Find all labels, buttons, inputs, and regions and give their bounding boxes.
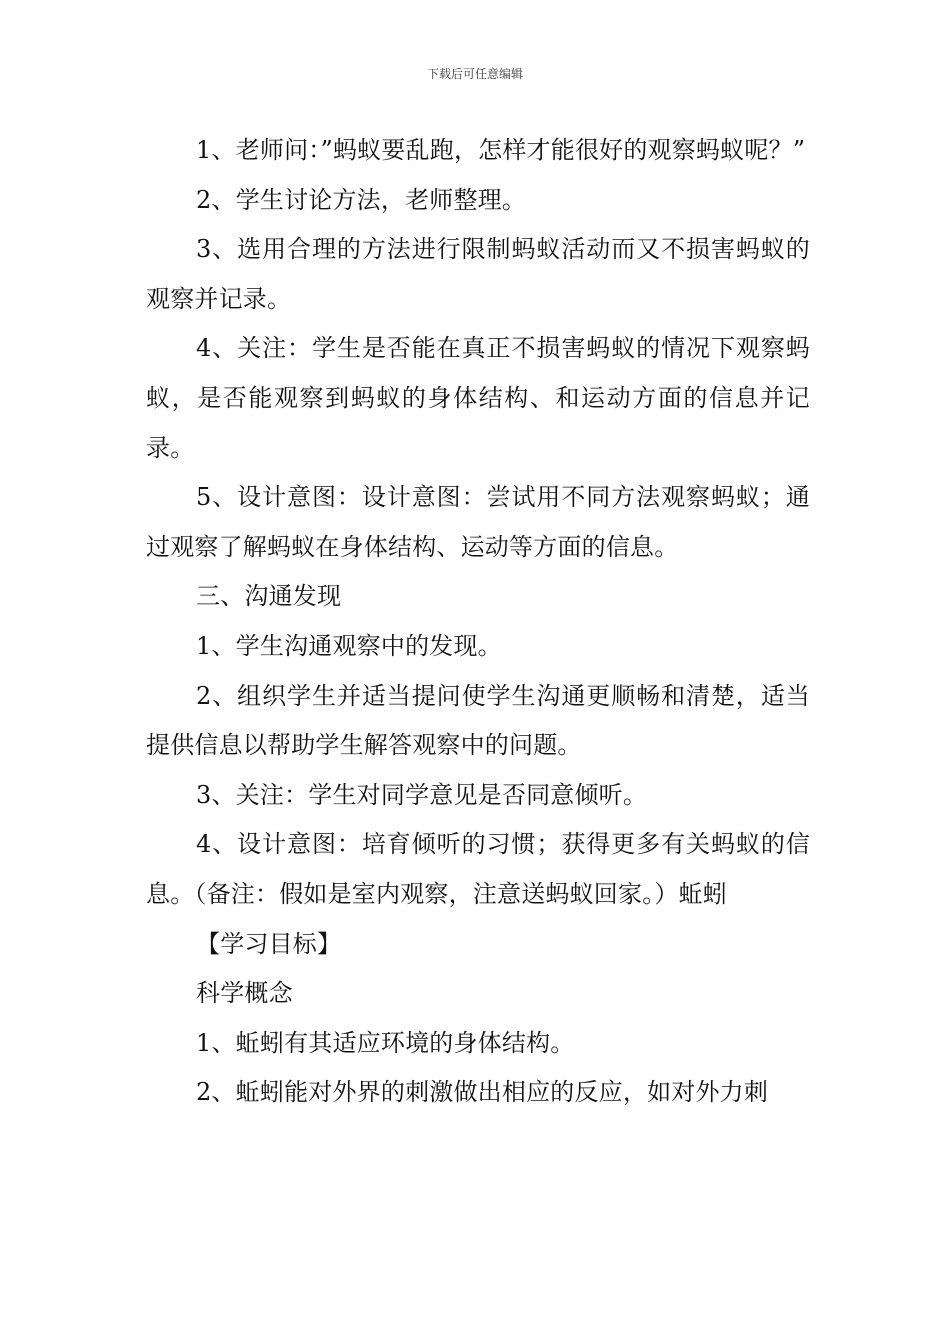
paragraph: 5、设计意图：设计意图：尝试用不同方法观察蚂蚁；通过观察了解蚂蚁在身体结构、运动等方面的信息。 — [146, 483, 810, 561]
paragraph: 4、设计意图：培育倾听的习惯；获得更多有关蚂蚁的信息。（备注：假如是室内观察，注意送蚂蚁回家。）蚯蚓 — [146, 830, 810, 908]
section-heading: 三、沟通发现 — [196, 582, 342, 611]
paragraph: 2、组织学生并适当提问使学生沟通更顺畅和清楚，适当提供信息以帮助学生解答观察中的问题。 — [146, 681, 810, 760]
paragraph: 2、蚯蚓能对外界的刺激做出相应的反应，如对外力刺 — [196, 1078, 769, 1107]
paragraph: 1、蚯蚓有其适应环境的身体结构。 — [196, 1028, 575, 1057]
page-header: 下载后可任意编辑 — [426, 67, 523, 81]
paragraph: 1、老师问：”蚂蚁要乱跑，怎样才能很好的观察蚂蚁呢？” — [196, 136, 806, 164]
paragraph: 2、学生讨论方法，老师整理。 — [196, 185, 527, 214]
document-body — [146, 126, 810, 1118]
paragraph: 1、学生沟通观察中的发现。 — [196, 631, 502, 660]
paragraph: 3、关注：学生对同学意见是否同意倾听。 — [196, 780, 648, 809]
paragraph: 4、关注：学生是否能在真正不损害蚂蚁的情况下观察蚂蚁，是否能观察到蚂蚁的身体结构、和运动方面的信息并记录。 — [146, 334, 810, 462]
paragraph: 3、选用合理的方法进行限制蚂蚁活动而又不损害蚂蚁的观察并记录。 — [146, 235, 810, 313]
section-heading: 【学习目标】 — [196, 929, 342, 958]
subsection-heading: 科学概念 — [196, 979, 293, 1008]
